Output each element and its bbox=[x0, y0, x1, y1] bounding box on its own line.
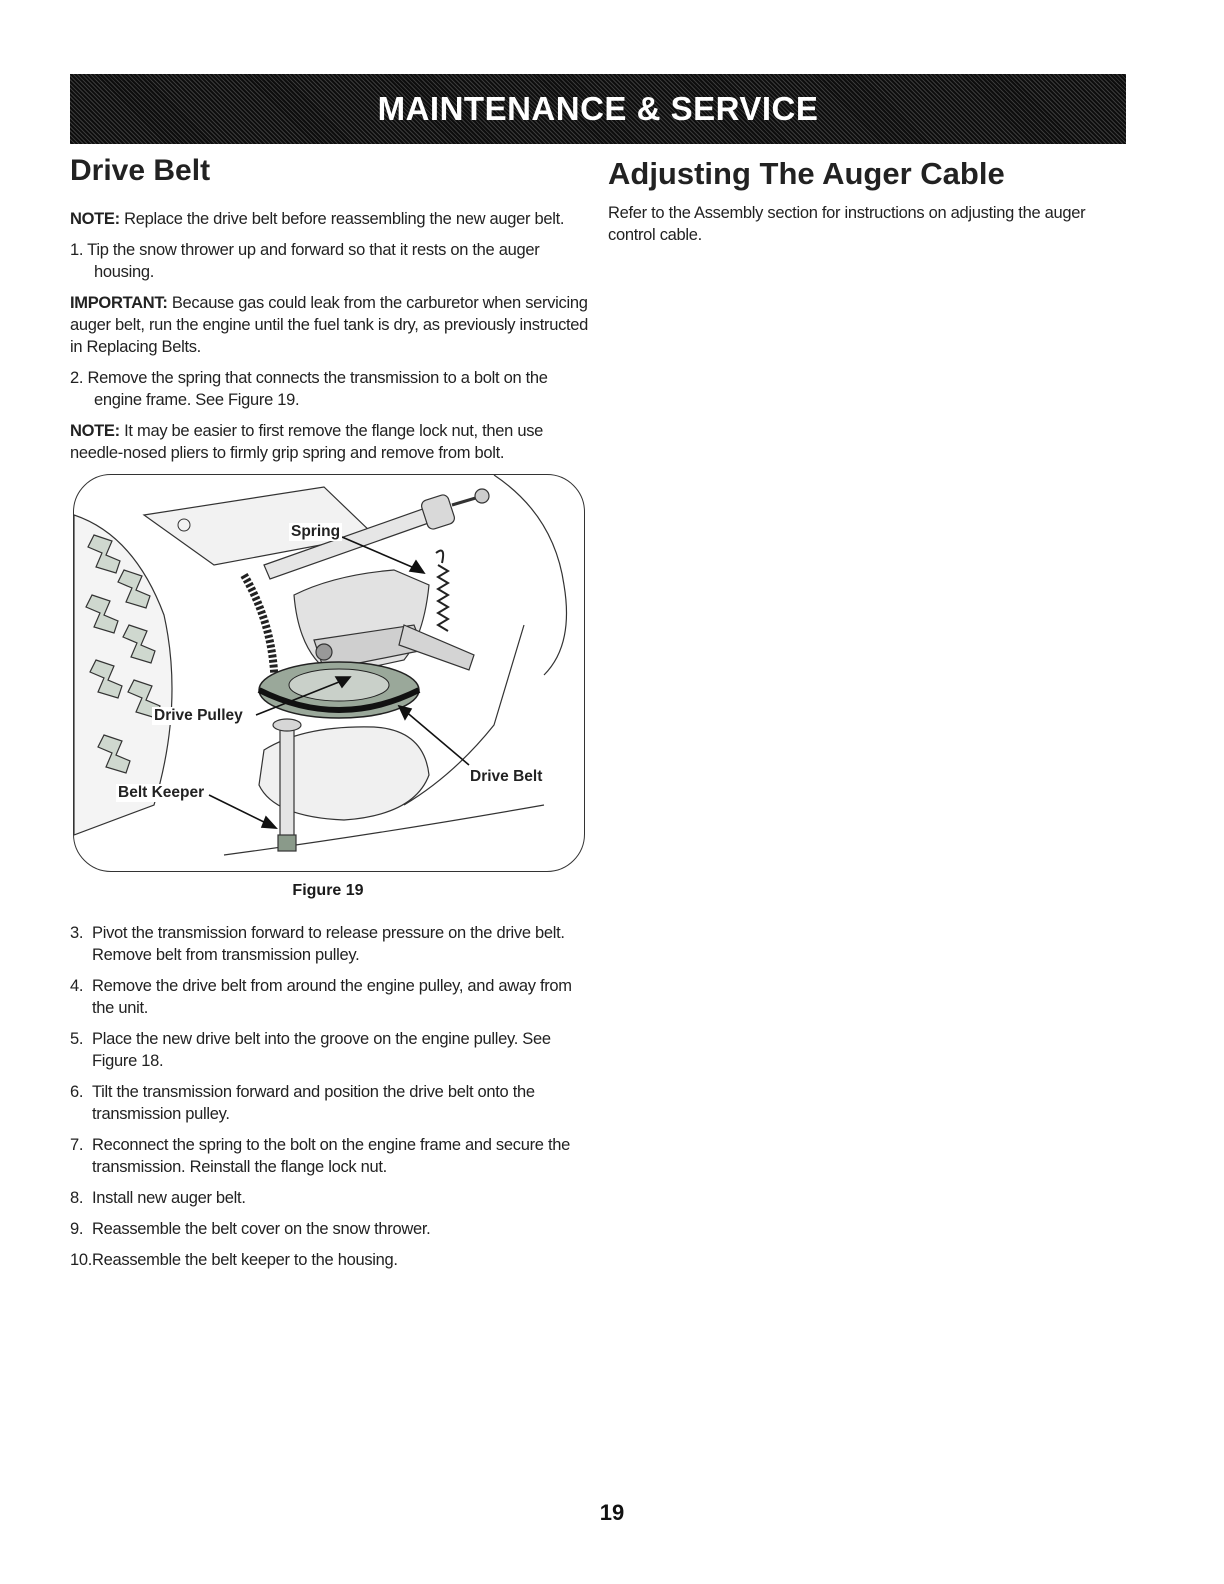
note-label: NOTE: bbox=[70, 210, 120, 228]
step-text: Install new auger belt. bbox=[92, 1189, 246, 1207]
step-10 bbox=[70, 1249, 590, 1271]
step-text: Remove the drive belt from around the engine pulley, and away from the unit. bbox=[92, 977, 572, 1017]
note-text: It may be easier to first remove the flange lock nut, then use needle-nosed pliers to firmly grip spring and remove from bolt. bbox=[70, 422, 544, 462]
step-text: Tip the snow thrower up and forward so that it rests on the auger housing. bbox=[87, 241, 540, 281]
step-1 bbox=[70, 239, 590, 283]
step-number: 10. bbox=[70, 1251, 93, 1269]
step-number: 2. bbox=[70, 369, 84, 387]
step-4 bbox=[70, 975, 590, 1019]
step-5 bbox=[70, 1028, 590, 1072]
step-7 bbox=[70, 1134, 590, 1178]
step-text: Reassemble the belt keeper to the housing. bbox=[92, 1251, 398, 1269]
step-6 bbox=[70, 1081, 590, 1125]
step-number: 1. bbox=[70, 241, 84, 259]
important-text: Because gas could leak from the carburetor when servicing auger belt, run the engine until the fuel tank is dry, as previously instructed in Replacing Belts. bbox=[70, 294, 589, 356]
step-number: 7. bbox=[70, 1136, 84, 1154]
figure-caption: Figure 19 bbox=[292, 882, 364, 899]
step-number: 6. bbox=[70, 1083, 84, 1101]
section-banner bbox=[70, 74, 1126, 144]
section-title: MAINTENANCE & SERVICE bbox=[377, 90, 819, 127]
note-spring-removal bbox=[70, 420, 590, 464]
step-text: Reconnect the spring to the bolt on the engine frame and secure the transmission. Reinstall the flange lock nut. bbox=[92, 1136, 570, 1176]
spring-coil bbox=[436, 551, 448, 631]
step-number: 4. bbox=[70, 977, 84, 995]
step-3 bbox=[70, 922, 590, 966]
step-text: Remove the spring that connects the transmission to a bolt on the engine frame. See Figure 19. bbox=[87, 369, 548, 409]
drive-pulley-belt bbox=[259, 662, 419, 718]
step-2 bbox=[70, 367, 590, 411]
important-label: IMPORTANT: bbox=[70, 294, 168, 312]
step-text: Place the new drive belt into the groove on the engine pulley. See Figure 18. bbox=[92, 1030, 551, 1070]
callout-drive-pulley: Drive Pulley bbox=[154, 707, 243, 724]
step-text: Reassemble the belt cover on the snow thrower. bbox=[92, 1220, 431, 1238]
step-9 bbox=[70, 1218, 590, 1240]
auger-cable-section bbox=[608, 150, 1108, 255]
note-replace-belt bbox=[70, 208, 590, 230]
step-text: Pivot the transmission forward to release pressure on the drive belt. Remove belt from transmission pulley. bbox=[92, 924, 565, 964]
step-text: Tilt the transmission forward and position the drive belt onto the transmission pulley. bbox=[92, 1083, 535, 1123]
drive-belt-section bbox=[70, 150, 590, 1280]
step-number: 9. bbox=[70, 1220, 84, 1238]
step-number: 8. bbox=[70, 1189, 84, 1207]
auger-cable-heading: Adjusting The Auger Cable bbox=[608, 156, 1005, 191]
transmission bbox=[294, 570, 474, 675]
right-wheel bbox=[494, 475, 567, 675]
important-warning bbox=[70, 292, 590, 358]
note-text: Replace the drive belt before reassembling the new auger belt. bbox=[124, 210, 565, 228]
note-label: NOTE: bbox=[70, 422, 120, 440]
step-number: 5. bbox=[70, 1030, 84, 1048]
drive-belt-heading: Drive Belt bbox=[70, 154, 211, 187]
figure-19-illustration bbox=[73, 474, 585, 872]
callout-belt-keeper: Belt Keeper bbox=[118, 784, 205, 801]
callout-spring: Spring bbox=[291, 523, 341, 540]
step-8 bbox=[70, 1187, 590, 1209]
callout-drive-belt: Drive Belt bbox=[470, 768, 543, 785]
auger-cable-text: Refer to the Assembly section for instructions on adjusting the auger control cable. bbox=[608, 204, 1086, 244]
step-number: 3. bbox=[70, 924, 84, 942]
page-number: 19 bbox=[599, 1500, 625, 1525]
